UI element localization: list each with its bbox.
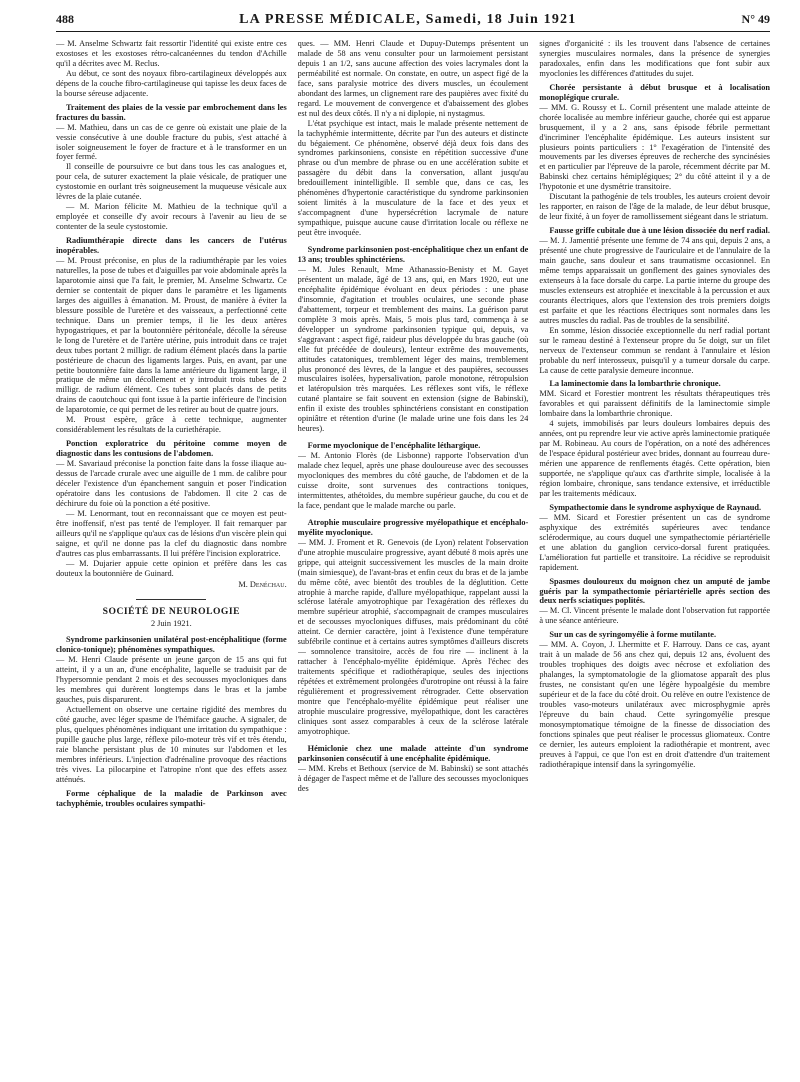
paragraph: Discutant la pathogénie de tels troubles, les auteurs croient devoir les rapporter, en raison de l'âge de la malade, de leur début brusque, de leur fixité, à un foyer de ramollissement siégeant dans le striatum. bbox=[539, 192, 770, 222]
article-title: Forme céphalique de la maladie de Parkinson avec tachyphémie, troubles oculaires sympathi- bbox=[56, 788, 287, 808]
paragraph: — M. Lenormant, tout en reconnaissant que ce moyen est peut-être inoffensif, n'est pas tenté de l'employer. Il fait remarquer par ailleurs qu'il ne s'applique qu'aux cas de lésions d'un viscère plein qui saigne, et qu'il ne donne pas la clef du diagnostic dans nombre d'autres cas plus embarrassants. Il lui préfère l'incision exploratrice. bbox=[56, 508, 287, 558]
column-2 bbox=[298, 39, 529, 1069]
paragraph: M. Proust espère, grâce à cette technique, augmenter considérablement les résultats de la curiethérapie. bbox=[56, 415, 287, 435]
article-title: Fausse griffe cubitale due à une lésion dissociée du nerf radial. bbox=[549, 226, 770, 236]
column-1 bbox=[56, 39, 287, 1069]
article-body: — MM. Sicard et Forestier présentent un cas de syndrome asphyxique des extrémités supérieures avec tendance sclérodermique, au cours duquel une sympathectomie périartérielle et une ablation du ganglion cervico-dorsal furent pratiquées. L'amélioration fut partielle et transitoire. La récidive se reproduisit rapidement. bbox=[539, 512, 770, 572]
session-date: 2 Juin 1921. bbox=[150, 619, 192, 629]
article-body: — M. Henri Claude présente un jeune garçon de 15 ans qui fut atteint, il y a un an, d'une encéphalite, laquelle se traduisit par de l'hypersomnie pendant 2 mois et des secousses myocloniques dans les membres qui durèrent longtemps dans le bras et la jambe gauches, puis disparurent. bbox=[56, 655, 287, 705]
article-body: — M. Antonio Florès (de Lisbonne) rapporte l'observation d'un malade chez lequel, après une phase douloureuse avec des secousses myocloniques des membres du côté gauche, de l'abdomen et de la cuisse droite, sont survenues des contractions toniques, intermittentes, athétoïdes, du membre supérieur gauche, du cou et de la face, pendant que le malade marche ou parle. bbox=[297, 451, 529, 510]
article-title: Hémiclonie chez une malade atteinte d'un syndrome parkinsonien consécutif à une encéphalite épidémique. bbox=[297, 743, 529, 763]
article-body: — MM. A. Coyon, J. Lhermitte et F. Harrouy. Dans ce cas, ayant trait à un malade de 56 ans chez qui, depuis 12 ans, évoluent des troubles trophiques des doigts avec nécrose et exfoliation des phalanges, la symptomatologie de la gliomatose apparaît des plus frustes, ne consistant qu'en une légère hypoalgésie du membre supérieur et de la face du côté droit. Ou relève en outre l'existence de troubles vaso-moteurs unilatéraux avec microsphygmie après l'épreuve du bain chaud. Cette syringomyélie presque monosymptomatique témoigne de la finesse de dissociation des fonctions spinales que peut réaliser le processus gliomateux. Contre ce dernier, les auteurs emploient la radiothérapie et montrent, avec preuves à l'appui, ce que l'on est en droit d'attendre d'un traitement radiothérapique intensif dans la syringomyélie. bbox=[539, 640, 770, 769]
article-title: Atrophie musculaire progressive myélopathique et encéphalo-myélite myoclonique. bbox=[297, 517, 529, 537]
article-body: — MM. J. Froment et R. Genevois (de Lyon) relatent l'observation d'une atrophie musculaire progressive, ayant débuté 8 mois après une grippe, qui atteignit successivement les muscles de la main droite (main simiesque), de l'avant-bras et enfin ceux du bras et de la jambe du même côté, avec bientôt des troubles de la déglutition. Cette atrophie à marche rapide, d'allure myélopathique, rappelant aussi la sclérose latérale amyotrophique par l'exagération des réflexes du membre supérieur atrophié, s'accompagnait de crampes musculaires et de secousses myocloniques diffuses, mais prédominant du côté atteint. Ce dernier caractère, joint à l'existence d'une température subfébrile continue et à certains autres symptômes d'ailleurs discrets — somnolence transitoire, accès de fou rire — inclinent à la rattacher à l'encéphalo-myélite épidémique. Après l'échec des traitements spécifique et radiothérapique, seules des injections répétées et extrêmement prolongées d'urotropine ont réussi à la faire régulièrement et progressivement rétrograder. Cette observation montre que l'encéphalo-myélite épidémique peut réaliser une atrophie musculaire progressive, myélopathique, dont les caractères cliniques sont assez comparables à ceux de la sclérose latérale amyotrophique. bbox=[297, 537, 529, 736]
paragraph: — M. Dujarier appuie cette opinion et préfère dans les cas douteux la boutonnière de Guinard. bbox=[56, 558, 287, 578]
article-title: Sympathectomie dans le syndrome asphyxique de Raynaud. bbox=[549, 502, 762, 512]
paragraph: Au début, ce sont des noyaux fibro-cartilagineux développés aux dépens de la couche fibro-cartilagineuse qui tapisse les deux faces de la bourse séreuse adjacente. bbox=[56, 68, 287, 98]
paragraph: — M. Marion félicite M. Mathieu de la technique qu'il a employée et conseille d'y avoir recours à l'avenir au lieu de se contenter de la seule cystostomie. bbox=[56, 202, 287, 232]
article-title: Forme myoclonique de l'encéphalite léthargique. bbox=[307, 441, 481, 451]
column-3 bbox=[539, 39, 770, 1069]
section-divider bbox=[136, 599, 206, 600]
article-title: Ponction exploratrice du péritoine comme moyen de diagnostic dans les contusions de l'abdomen. bbox=[56, 439, 287, 459]
article-title: Sur un cas de syringomyélie à forme mutilante. bbox=[549, 630, 717, 640]
article-title: Spasmes douloureux du moignon chez un amputé de jambe guéris par la sympathectomie périartérielle après section des deux nerfs sciatiques poplités. bbox=[539, 576, 770, 606]
paragraph: ques. — MM. Henri Claude et Dupuy-Dutemps présentent un malade de 58 ans venu consulter pour un larmoiement persistant depuis 1 an 1/2, sans aucune affection des voies lacrymales dont la perméabilité est normale. On constate, en outre, un aspect figé de la face, sans paralysie motrice des divers muscles, un écoulement abondant des larmes, un clignement rare des paupières avec fixité du regard. Le mouvement de convergence et d'abaissement des globes est nul des deux côtés. Il n'y a ni diplopie, ni nystagmus. bbox=[297, 39, 529, 118]
society-heading: SOCIÉTÉ DE NEUROLOGIE bbox=[102, 606, 241, 618]
paragraph: — M. Anselme Schwartz fait ressortir l'identité qui existe entre ces exostoses et les exostoses rétro-calcanéennes du tendon d'Achille qu'il a décrites avec M. Reclus. bbox=[56, 39, 287, 68]
issue-number: N° 49 bbox=[741, 12, 770, 26]
paragraph: signes d'organicité : ils les trouvent dans l'absence de certaines synergies musculaires normales, dans la présence de synergies paradoxales, enfin dans les modifications que font subir aux myoclonies les différences d'attitudes du sujet. bbox=[539, 39, 770, 78]
paragraph: En somme, lésion dissociée exceptionnelle du nerf radial portant sur le rameau destiné à l'extenseur propre du 5e doigt, sur un filet nerveux de l'extenseur commun se rendant à l'annulaire et lésion probable du nerf interosseux, puisqu'il y a tumeur dorsale du carpe. La cause de cette paralysie demeure inconnue. bbox=[539, 325, 770, 375]
article-body: — M. Cl. Vincent présente le malade dont l'observation fut rapportée à une séance antérieure. bbox=[539, 606, 770, 626]
article-title: Traitement des plaies de la vessie par embrochement dans les fractures du bassin. bbox=[56, 102, 287, 122]
page-header bbox=[56, 12, 770, 32]
paragraph: L'état psychique est intact, mais le malade présente nettement de la tachyphémie intermittente, décrite par l'un des auteurs et distincte du bégaiement. Ce phénomène, observé déjà deux fois dans des syndromes parkinsoniens, consiste en répétition successive d'une phrase ou d'un membre de phrase ou en une accélération subite et passagère du débit dans la conversation, allant jusqu'au bredouillement inintelligible. Il semble que, dans ce cas, les phénomènes d'hypertonie caractéristique du syndrome parkinsonien soient limités à la musculature de la face et des yeux et s'accompagnent d'une hypersécrétion lacrymale de nature sympathique, puisque aucune cause d'irritation locale ou réflexe ne peut être invoquée. bbox=[297, 118, 529, 238]
article-body: MM. Sicard et Forestier montrent les résultats thérapeutiques très favorables et qui paraissent définitifs de la laminectomie simple lombaire dans la lombarthrie chronique. bbox=[539, 389, 770, 419]
article-body: — MM. G. Roussy et L. Cornil présentent une malade atteinte de chorée localisée au membre inférieur gauche, chorée qui est apparue brusquement, il y a 2 ans, sans épisode fébrile permettant d'incriminer l'encéphalite épidémique. Les auteurs insistent sur plusieurs points particuliers : 1° l'exagération de l'intensité des mouvements par les diverses épreuves de recherche des syncinésies et en particulier par l'épreuve de la parole, récemment décrite par M. Babinski chez certains hémiplégiques; 2° du côté atteint il y a de l'hypotonie et une dysmétrie transitoire. bbox=[539, 102, 770, 192]
article-columns bbox=[56, 39, 770, 1069]
journal-title: LA PRESSE MÉDICALE, Samedi, 18 Juin 1921 bbox=[239, 12, 577, 27]
article-body: — M. J. Jamentié présente une femme de 74 ans qui, depuis 2 ans, a présenté une chute progressive de l'auriculaire et de l'annulaire de la main gauche, sans douleur et sans traumatisme occasionnel. En même temps apparaissait un gonflement des gaines synoviales des extenseurs à la face dorsale du carpe. La partie interne du groupe des muscles extenseurs est atrophiée et inexcitable à la percussion et aux courants électriques, alors que l'extension des trois premiers doigts est parfaite et que les réactions électriques sont normales dans les autres muscles du radial. Pas de troubles de la sensibilité. bbox=[539, 236, 770, 325]
paragraph: 4 sujets, immobilisés par leurs douleurs lombaires depuis des années, ont pu reprendre leur vie active après laminectomie pratiquée par M. Robineau. Au cours de l'opération, on a noté des adhérences de l'espace épidural postérieur avec brides, donnant au fourreau dure-mérien une apparence de renflements étagés. Cette opération, bien supportée, ne s'applique qu'aux cas d'arthrite simple, localisée à la région lombaire, chronique, sans tendance extensive, et irréductible par les traitements médicaux. bbox=[539, 419, 770, 498]
article-body: — M. Mathieu, dans un cas de ce genre où existait une plaie de la vessie consécutive à une double fracture du pubis, s'est attaché à isoler soigneusement le foyer de fracture et à le transformer en un foyer fermé. bbox=[56, 122, 287, 162]
article-body: — M. Proust préconise, en plus de la radiumthérapie par les voies naturelles, la pose de tubes et d'aiguilles par voie abdominale après la laparotomie ainsi que l'a fait, le premier, M. Anselme Schwartz. Ce dernier se contentait de piquer dans le paramètre et les ligaments larges des aiguilles à émanation. M. Proust, de manière à éviter la blessure possible de l'uretère et des vaisseaux, a perfectionné cette technique. Dans un premier temps, il lie les deux artères hypogastriques, et par la boutonnière péritonéale, décolle la séreuse le long de l'uretère et de l'artère utérine, puis introduit dans ce trajet deux tubes portant 2 milligr. de radium élément placés dans la partie postérieure de chacun des ligaments larges. Puis, en avant, par une petite boutonnière faite dans la lame antérieure du ligament large, il pratique de même un décollement et y introduit trois tubes de 2 milligr. de radium élément. Ces tubes sont placés dans de petits drains de caoutchouc qui font issue à la partie inférieure de l'incision de laparotomie, ce qui permet de les retirer au bout de quatre jours. bbox=[56, 256, 287, 415]
article-body: — M. Savariaud préconise la ponction faite dans la fosse iliaque au-dessus de l'arcade crurale avec une aiguille de 1 mm. de calibre pour déceler l'existence d'un épanchement sanguin et poser l'indication opératoire dans les contusions de l'abdomen. Il cite 2 cas de déchirure du foie où la ponction a été positive. bbox=[56, 459, 287, 508]
article-title: Radiumthérapie directe dans les cancers de l'utérus inopérables. bbox=[56, 236, 287, 256]
article-body: — MM. Krebs et Bethoux (service de M. Babinski) se sont attachés à dégager de l'aspect même et de l'allure des secousses myocloniques des bbox=[297, 763, 529, 793]
paragraph: Actuellement on observe une certaine rigidité des membres du côté gauche, avec léger spasme de l'hémiface gauche. A signaler, de plus, quelques phénomènes indiquant une irritation du sympathique : pupille gauche plus large, réflexe pilo-moteur très vif et très étendu, raie blanche persistant plus de 10 minutes sur l'abdomen et les membres inférieurs. L'injection d'adrénaline provoque des réactions très vives. La pilocarpine et l'atropine n'ont que des effets assez atténués. bbox=[56, 705, 287, 784]
article-body: — M. Jules Renault, Mme Athanassio-Benisty et M. Gayet présentent un malade, âgé de 13 ans, qui, en Mars 1920, eut une encéphalite épidémique évoluant en deux périodes : une phase d'insomnie, d'agitation et troubles oculaires, une seconde phase d'abattement, torpeur et tremblement des mains. La guérison parut complète 3 mois après. Mais, 5 mois plus tard, commença à se développer un syndrome parkinsonien typique qui, depuis, va s'aggravant : aspect figé, raideur plus développée du bras gauche (où elle fut précédée de douleurs), lenteur extrême des mouvements, attitudes catatoniques, tremblement léger des mains, tremblement plus prononcé des lèvres, de la langue et des paupières, secousses musculaires isolées, hypersalivation, parole monotone, rétropulsion et latéropulsion très marquées. Les réflexes sont vifs, le réflexe cutané plantaire se fait souvent en extension (signe de Babinski), enfin il existe des troubles sphinctériens consistant en constipation opiniâtre et rétention d'urine (le malade urine une fois dans les 24 heures). bbox=[297, 264, 529, 434]
page-number: 488 bbox=[56, 12, 74, 26]
article-title: Chorée persistante à début brusque et à localisation monoplégique crurale. bbox=[539, 82, 770, 102]
article-title: Syndrome parkinsonien post-encéphalitique chez un enfant de 13 ans; troubles sphinctériens. bbox=[297, 245, 529, 265]
paragraph: Il conseille de poursuivre ce but dans tous les cas analogues et, pour cela, de suturer exactement la plaie vésicale, de pratiquer une cystostomie en ourlant très soigneusement la muqueuse vésicale aux lèvres de la plaie cutanée. bbox=[56, 162, 287, 202]
signature: M. Denéchau. bbox=[238, 579, 287, 589]
article-title: Syndrome parkinsonien unilatéral post-encéphalitique (forme clonico-tonique); phénomènes sympathiques. bbox=[56, 635, 287, 655]
article-title: La laminectomie dans la lombarthrie chronique. bbox=[549, 379, 721, 389]
